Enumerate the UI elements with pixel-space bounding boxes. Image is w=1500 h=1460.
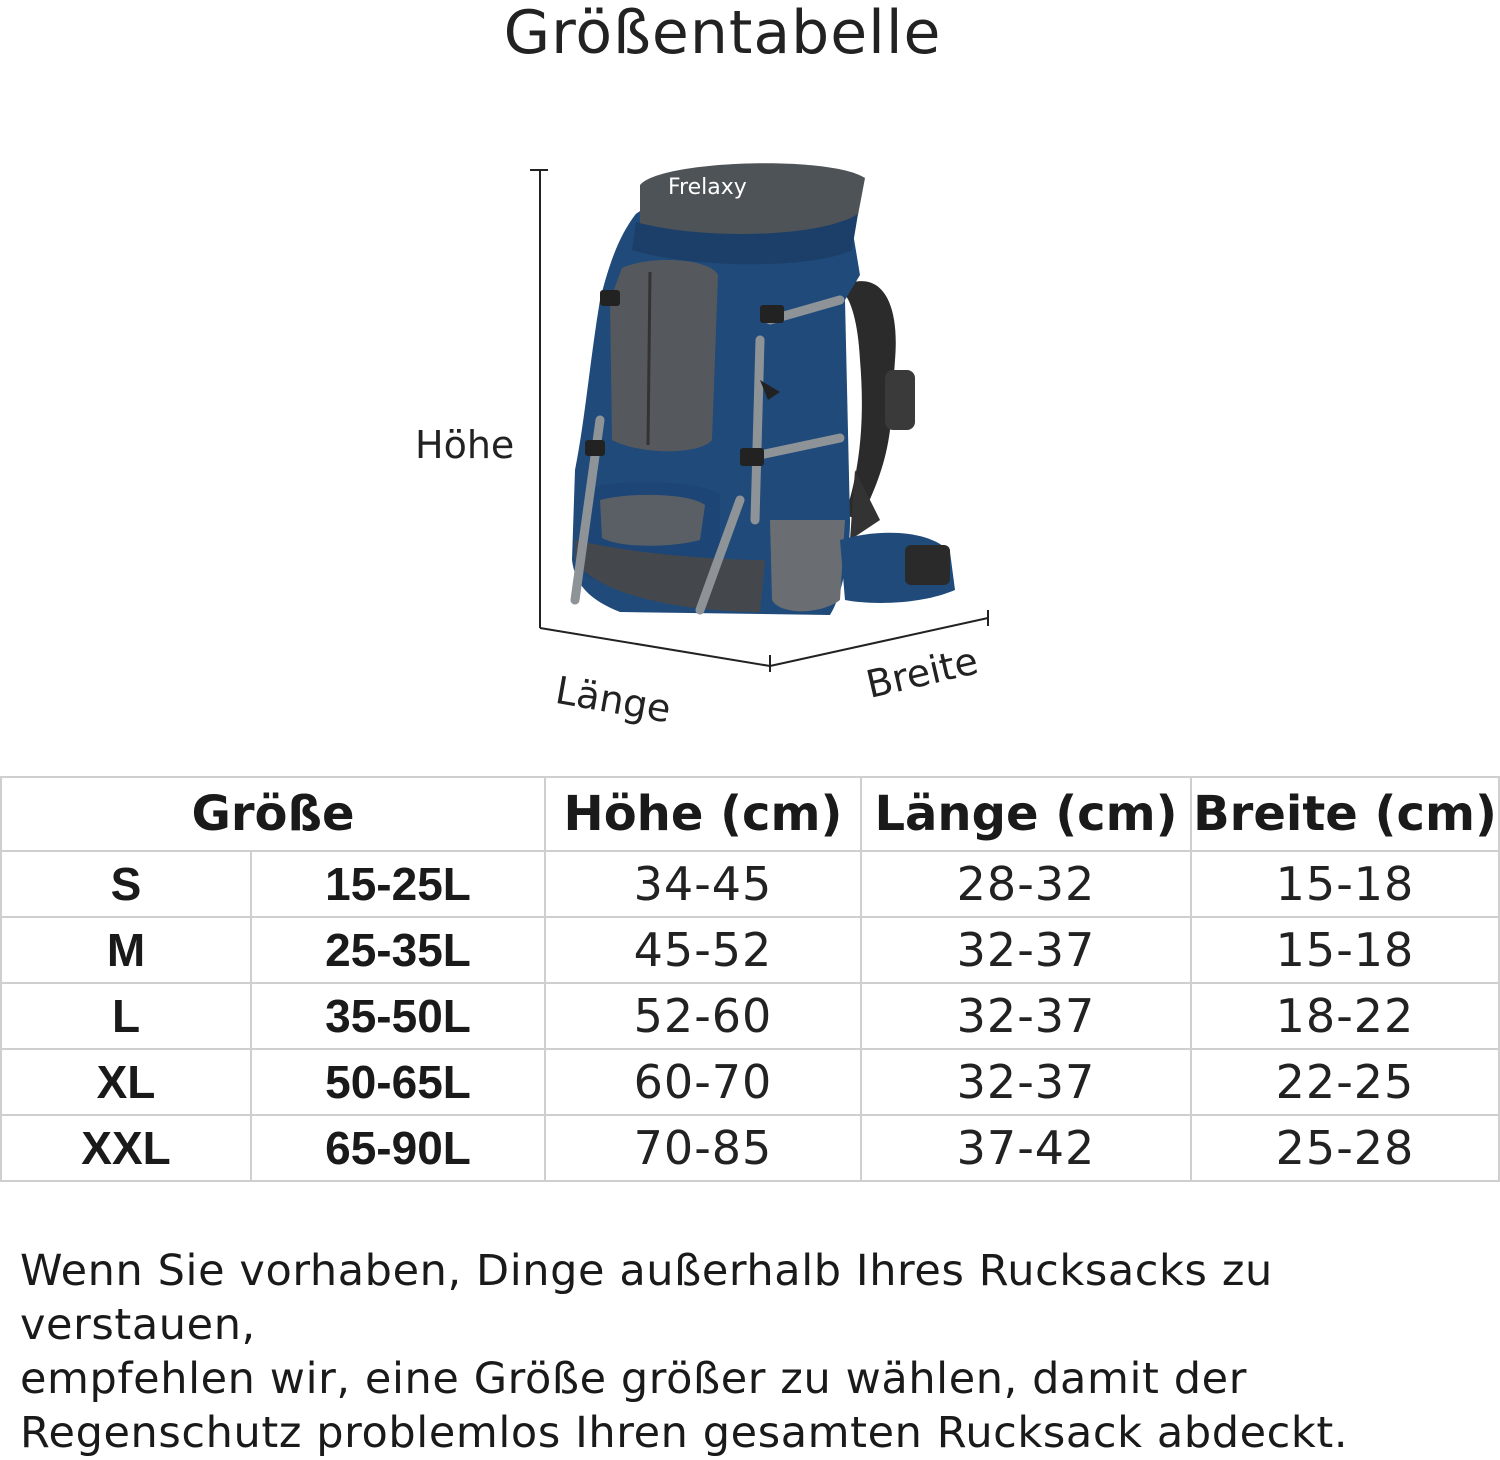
- length-cell: 32-37: [861, 983, 1191, 1049]
- size-cell: XL: [1, 1049, 251, 1115]
- width-cell: 15-18: [1191, 917, 1499, 983]
- rain-cover-note: [20, 1244, 1490, 1460]
- header-width: Breite (cm): [1191, 777, 1499, 851]
- header-height: Höhe (cm): [545, 777, 861, 851]
- volume-cell: 50-65L: [251, 1049, 545, 1115]
- size-cell: L: [1, 983, 251, 1049]
- table-row: [1, 983, 1499, 1049]
- header-length: Länge (cm): [861, 777, 1191, 851]
- table-row: [1, 851, 1499, 917]
- width-cell: 18-22: [1191, 983, 1499, 1049]
- width-cell: 25-28: [1191, 1115, 1499, 1181]
- length-cell: 32-37: [861, 1049, 1191, 1115]
- shoulder-strap: [845, 281, 915, 540]
- volume-cell: 35-50L: [251, 983, 545, 1049]
- table-row: [1, 1115, 1499, 1181]
- size-cell: XXL: [1, 1115, 251, 1181]
- volume-cell: 65-90L: [251, 1115, 545, 1181]
- note-line: empfehlen wir, eine Größe größer zu wählen, damit der: [20, 1354, 1248, 1404]
- note-line: Wenn Sie vorhaben, Dinge außerhalb Ihres Rucksacks zu verstauen,: [20, 1246, 1273, 1350]
- height-cell: 70-85: [545, 1115, 861, 1181]
- table-header-row: [1, 777, 1499, 851]
- volume-cell: 15-25L: [251, 851, 545, 917]
- length-cell: 32-37: [861, 917, 1191, 983]
- height-cell: 45-52: [545, 917, 861, 983]
- height-cell: 52-60: [545, 983, 861, 1049]
- page-title: Größentabelle: [503, 0, 942, 68]
- length-dimension-line: [540, 628, 770, 666]
- table-row: [1, 1049, 1499, 1115]
- height-label: Höhe: [415, 423, 515, 467]
- width-label: Breite: [862, 638, 983, 707]
- width-cell: 22-25: [1191, 1049, 1499, 1115]
- size-cell: S: [1, 851, 251, 917]
- length-label: Länge: [552, 668, 675, 732]
- brand-logo-text: Frelaxy: [668, 175, 747, 200]
- height-cell: 60-70: [545, 1049, 861, 1115]
- size-table: [0, 776, 1500, 1182]
- length-cell: 28-32: [861, 851, 1191, 917]
- width-cell: 15-18: [1191, 851, 1499, 917]
- length-cell: 37-42: [861, 1115, 1191, 1181]
- header-size: Größe: [1, 777, 545, 851]
- height-cell: 34-45: [545, 851, 861, 917]
- volume-cell: 25-35L: [251, 917, 545, 983]
- size-cell: M: [1, 917, 251, 983]
- table-row: [1, 917, 1499, 983]
- note-line: Regenschutz problemlos Ihren gesamten Rucksack abdeckt.: [20, 1408, 1349, 1458]
